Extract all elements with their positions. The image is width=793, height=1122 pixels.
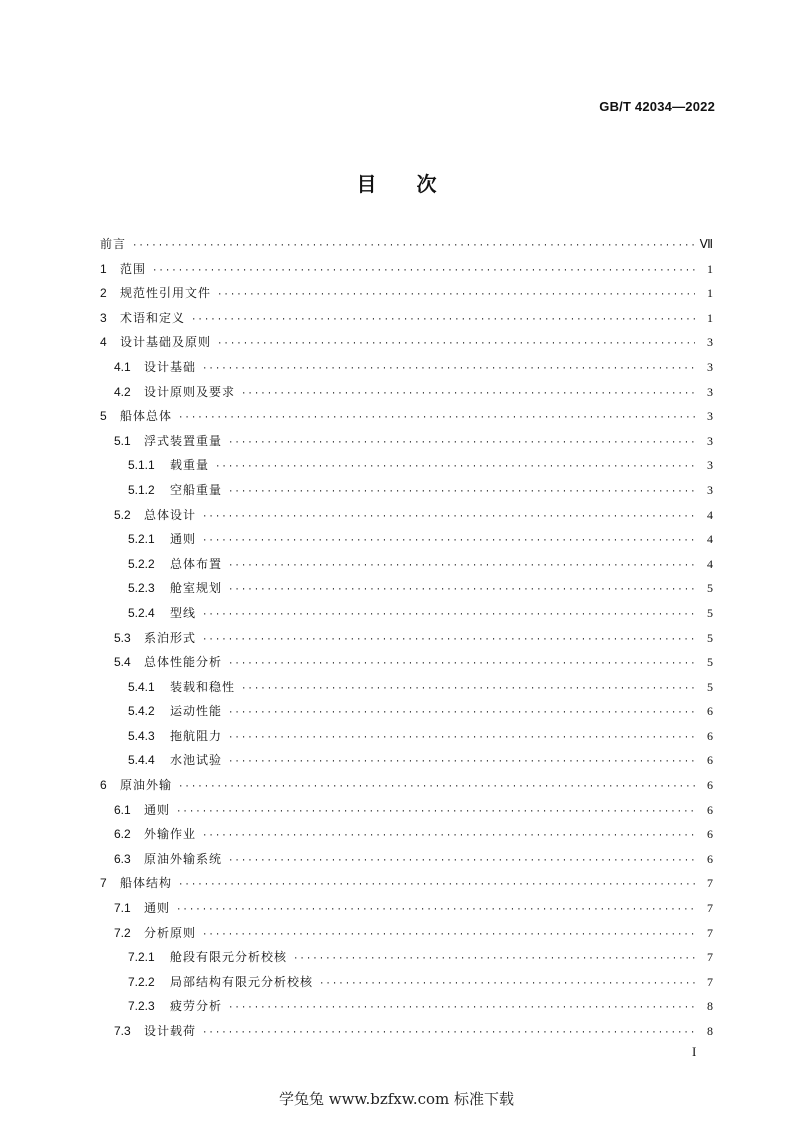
toc-entry[interactable] — [100, 626, 713, 651]
toc-entry-number: 4.1 — [114, 359, 131, 374]
toc-leader-dots — [215, 455, 695, 480]
toc-entry[interactable] — [100, 380, 713, 405]
toc-entry-number: 3 — [100, 310, 107, 325]
toc-entry-number: 5.4.3 — [128, 728, 155, 743]
toc-entry-number: 5.2.3 — [128, 581, 155, 596]
toc-entry[interactable] — [100, 822, 713, 847]
toc-leader-dots — [176, 800, 695, 825]
toc-entry[interactable] — [100, 724, 713, 749]
toc-entry-number: 6.2 — [114, 827, 131, 842]
toc-entry-page: 8 — [707, 999, 713, 1014]
toc-entry-label: 装载和稳性 — [170, 679, 236, 694]
toc-entry-label: 通则 — [144, 901, 171, 916]
toc-entry-page: 3 — [707, 482, 713, 497]
toc-entry-number: 5.2.1 — [128, 532, 155, 547]
toc-entry-label: 船体总体 — [120, 409, 173, 424]
toc-entry-page: 5 — [707, 630, 713, 645]
toc-entry-label: 疲劳分析 — [170, 999, 223, 1014]
toc-entry-label: 拖航阻力 — [170, 728, 223, 743]
toc-leader-dots — [202, 628, 695, 653]
toc-entry-label: 舱段有限元分析校核 — [170, 950, 288, 965]
toc-entry-label: 空船重量 — [170, 482, 223, 497]
toc-entry-page: 5 — [707, 581, 713, 596]
toc-leader-dots — [228, 578, 695, 603]
toc-entry-label: 原油外输 — [120, 778, 173, 793]
toc-leader-dots — [202, 923, 695, 948]
toc-entry-label: 船体结构 — [120, 876, 173, 891]
toc-entry-page: 3 — [707, 433, 713, 448]
toc-entry-page: 3 — [707, 409, 713, 424]
toc-entry[interactable] — [100, 503, 713, 528]
toc-entry-label: 前言 — [100, 237, 127, 251]
toc-entry-label: 总体性能分析 — [144, 655, 223, 670]
toc-entry-number: 7.2 — [114, 925, 131, 940]
toc-entry[interactable] — [100, 232, 713, 257]
toc-leader-dots — [217, 283, 695, 308]
toc-entry[interactable] — [100, 1019, 713, 1044]
toc-entry[interactable] — [100, 748, 713, 773]
toc-leader-dots — [152, 259, 695, 284]
toc-entry-page: 7 — [707, 950, 713, 965]
toc-entry[interactable] — [100, 896, 713, 921]
toc-entry-number: 7 — [100, 876, 107, 891]
toc-leader-dots — [178, 406, 695, 431]
table-of-contents — [100, 232, 713, 1044]
toc-entry[interactable] — [100, 552, 713, 577]
toc-entry-page: 3 — [707, 384, 713, 399]
toc-leader-dots — [217, 332, 695, 357]
toc-leader-dots — [202, 603, 695, 628]
toc-entry-page: 6 — [707, 802, 713, 817]
toc-leader-dots — [176, 898, 695, 923]
toc-leader-dots — [228, 726, 695, 751]
toc-entry-number: 5.4.1 — [128, 679, 155, 694]
toc-entry-number: 5.1.1 — [128, 458, 155, 473]
toc-entry[interactable] — [100, 970, 713, 995]
toc-entry[interactable] — [100, 330, 713, 355]
toc-entry[interactable] — [100, 847, 713, 872]
toc-entry-number: 7.2.3 — [128, 999, 155, 1014]
page-title: 目 次 — [356, 172, 437, 196]
toc-entry-number: 7.2.1 — [128, 950, 155, 965]
toc-entry-page: 6 — [707, 827, 713, 842]
toc-entry[interactable] — [100, 773, 713, 798]
toc-entry-page: 1 — [707, 286, 713, 301]
toc-entry-page: 7 — [707, 925, 713, 940]
toc-leader-dots — [241, 677, 695, 702]
toc-entry-number: 5.2.4 — [128, 605, 155, 620]
toc-entry-page: 3 — [707, 359, 713, 374]
toc-leader-dots — [202, 505, 695, 530]
toc-entry-number: 6 — [100, 778, 107, 793]
toc-entry[interactable] — [100, 921, 713, 946]
toc-entry-number: 5.4.4 — [128, 753, 155, 768]
toc-leader-dots — [228, 996, 695, 1021]
toc-entry-number: 5 — [100, 409, 107, 424]
toc-entry-label: 载重量 — [170, 458, 210, 473]
toc-entry-number: 5.2.2 — [128, 556, 155, 571]
toc-leader-dots — [202, 824, 695, 849]
toc-entry-label: 设计原则及要求 — [144, 384, 236, 399]
toc-leader-dots — [132, 234, 695, 259]
toc-entry[interactable] — [100, 699, 713, 724]
toc-leader-dots — [319, 972, 695, 997]
toc-entry-number: 5.2 — [114, 507, 131, 522]
toc-leader-dots — [202, 529, 695, 554]
toc-entry-number: 7.3 — [114, 1024, 131, 1038]
toc-entry-page: 5 — [707, 655, 713, 670]
toc-entry[interactable] — [100, 576, 713, 601]
toc-entry-page: 6 — [707, 851, 713, 866]
toc-entry[interactable] — [100, 257, 713, 282]
toc-entry-page: 5 — [707, 679, 713, 694]
toc-leader-dots — [228, 701, 695, 726]
toc-leader-dots — [178, 775, 695, 800]
toc-entry-label: 水池试验 — [170, 753, 223, 768]
toc-entry-number: 5.1 — [114, 433, 131, 448]
toc-entry[interactable] — [100, 601, 713, 626]
toc-entry[interactable] — [100, 650, 713, 675]
watermark-text: 学兔兔 www.bzfxw.com 标准下载 — [278, 1090, 515, 1108]
toc-leader-dots — [293, 947, 695, 972]
toc-entry-label: 范围 — [120, 261, 147, 276]
toc-entry-number: 7.1 — [114, 901, 131, 916]
toc-entry-number: 1 — [100, 261, 107, 276]
toc-entry-number: 5.4 — [114, 655, 131, 670]
toc-entry-number: 2 — [100, 286, 107, 301]
toc-entry[interactable] — [100, 281, 713, 306]
toc-entry-page: 7 — [707, 901, 713, 916]
toc-entry[interactable] — [100, 429, 713, 454]
toc-entry-label: 舱室规划 — [170, 581, 223, 596]
toc-entry-label: 型线 — [170, 605, 197, 620]
toc-leader-dots — [228, 554, 695, 579]
toc-entry-number: 5.4.2 — [128, 704, 155, 719]
toc-leader-dots — [202, 1021, 695, 1046]
toc-leader-dots — [191, 308, 695, 333]
toc-entry[interactable] — [100, 306, 713, 331]
toc-leader-dots — [228, 849, 695, 874]
toc-leader-dots — [228, 750, 695, 775]
toc-entry-label: 系泊形式 — [144, 630, 197, 645]
toc-entry-page: 6 — [707, 704, 713, 719]
toc-entry[interactable] — [100, 798, 713, 823]
toc-entry-number: 7.2.2 — [128, 974, 155, 989]
toc-entry-label: 浮式装置重量 — [144, 433, 223, 448]
toc-entry-label: 设计载荷 — [144, 1024, 197, 1038]
toc-entry[interactable] — [100, 404, 713, 429]
toc-leader-dots — [202, 357, 695, 382]
toc-entry-label: 规范性引用文件 — [120, 286, 212, 301]
standard-number: GB/T 42034—2022 — [599, 99, 715, 114]
toc-entry-number: 4 — [100, 335, 107, 350]
toc-entry-number: 6.3 — [114, 851, 131, 866]
toc-entry-page: 1 — [707, 310, 713, 325]
toc-entry-page: 4 — [707, 556, 713, 571]
toc-entry[interactable] — [100, 355, 713, 380]
toc-leader-dots — [241, 382, 695, 407]
toc-entry-label: 总体布置 — [170, 556, 223, 571]
toc-entry-label: 通则 — [170, 532, 197, 547]
toc-leader-dots — [228, 480, 695, 505]
toc-entry[interactable] — [100, 871, 713, 896]
toc-entry-label: 运动性能 — [170, 704, 223, 719]
toc-entry-label: 通则 — [144, 802, 171, 817]
toc-leader-dots — [228, 652, 695, 677]
toc-entry-label: 分析原则 — [144, 925, 197, 940]
toc-entry-number: 6.1 — [114, 802, 131, 817]
page-number: I — [692, 1044, 697, 1059]
toc-entry-label: 术语和定义 — [120, 310, 186, 325]
toc-entry-page: 4 — [707, 532, 713, 547]
toc-entry-number: 5.1.2 — [128, 482, 155, 497]
toc-entry-page: 7 — [707, 876, 713, 891]
toc-entry-page: 1 — [707, 261, 713, 276]
toc-entry-page: Ⅶ — [699, 237, 713, 251]
toc-entry[interactable] — [100, 675, 713, 700]
toc-entry-label: 原油外输系统 — [144, 851, 223, 866]
toc-entry-page: 7 — [707, 974, 713, 989]
toc-entry-page: 6 — [707, 753, 713, 768]
toc-leader-dots — [178, 873, 695, 898]
toc-entry-label: 设计基础 — [144, 359, 197, 374]
toc-entry[interactable] — [100, 994, 713, 1019]
toc-entry-label: 总体设计 — [144, 507, 197, 522]
toc-entry[interactable] — [100, 945, 713, 970]
toc-entry-label: 设计基础及原则 — [120, 335, 212, 350]
toc-entry-label: 局部结构有限元分析校核 — [170, 974, 314, 989]
toc-entry-page: 8 — [707, 1024, 713, 1038]
toc-leader-dots — [228, 431, 695, 456]
toc-entry-label: 外输作业 — [144, 827, 197, 842]
toc-entry-page: 5 — [707, 605, 713, 620]
toc-entry[interactable] — [100, 527, 713, 552]
toc-entry[interactable] — [100, 453, 713, 478]
toc-entry-page: 6 — [707, 778, 713, 793]
toc-entry[interactable] — [100, 478, 713, 503]
toc-entry-number: 4.2 — [114, 384, 131, 399]
toc-entry-page: 4 — [707, 507, 713, 522]
toc-entry-page: 6 — [707, 728, 713, 743]
toc-entry-page: 3 — [707, 458, 713, 473]
toc-entry-number: 5.3 — [114, 630, 131, 645]
toc-entry-page: 3 — [707, 335, 713, 350]
